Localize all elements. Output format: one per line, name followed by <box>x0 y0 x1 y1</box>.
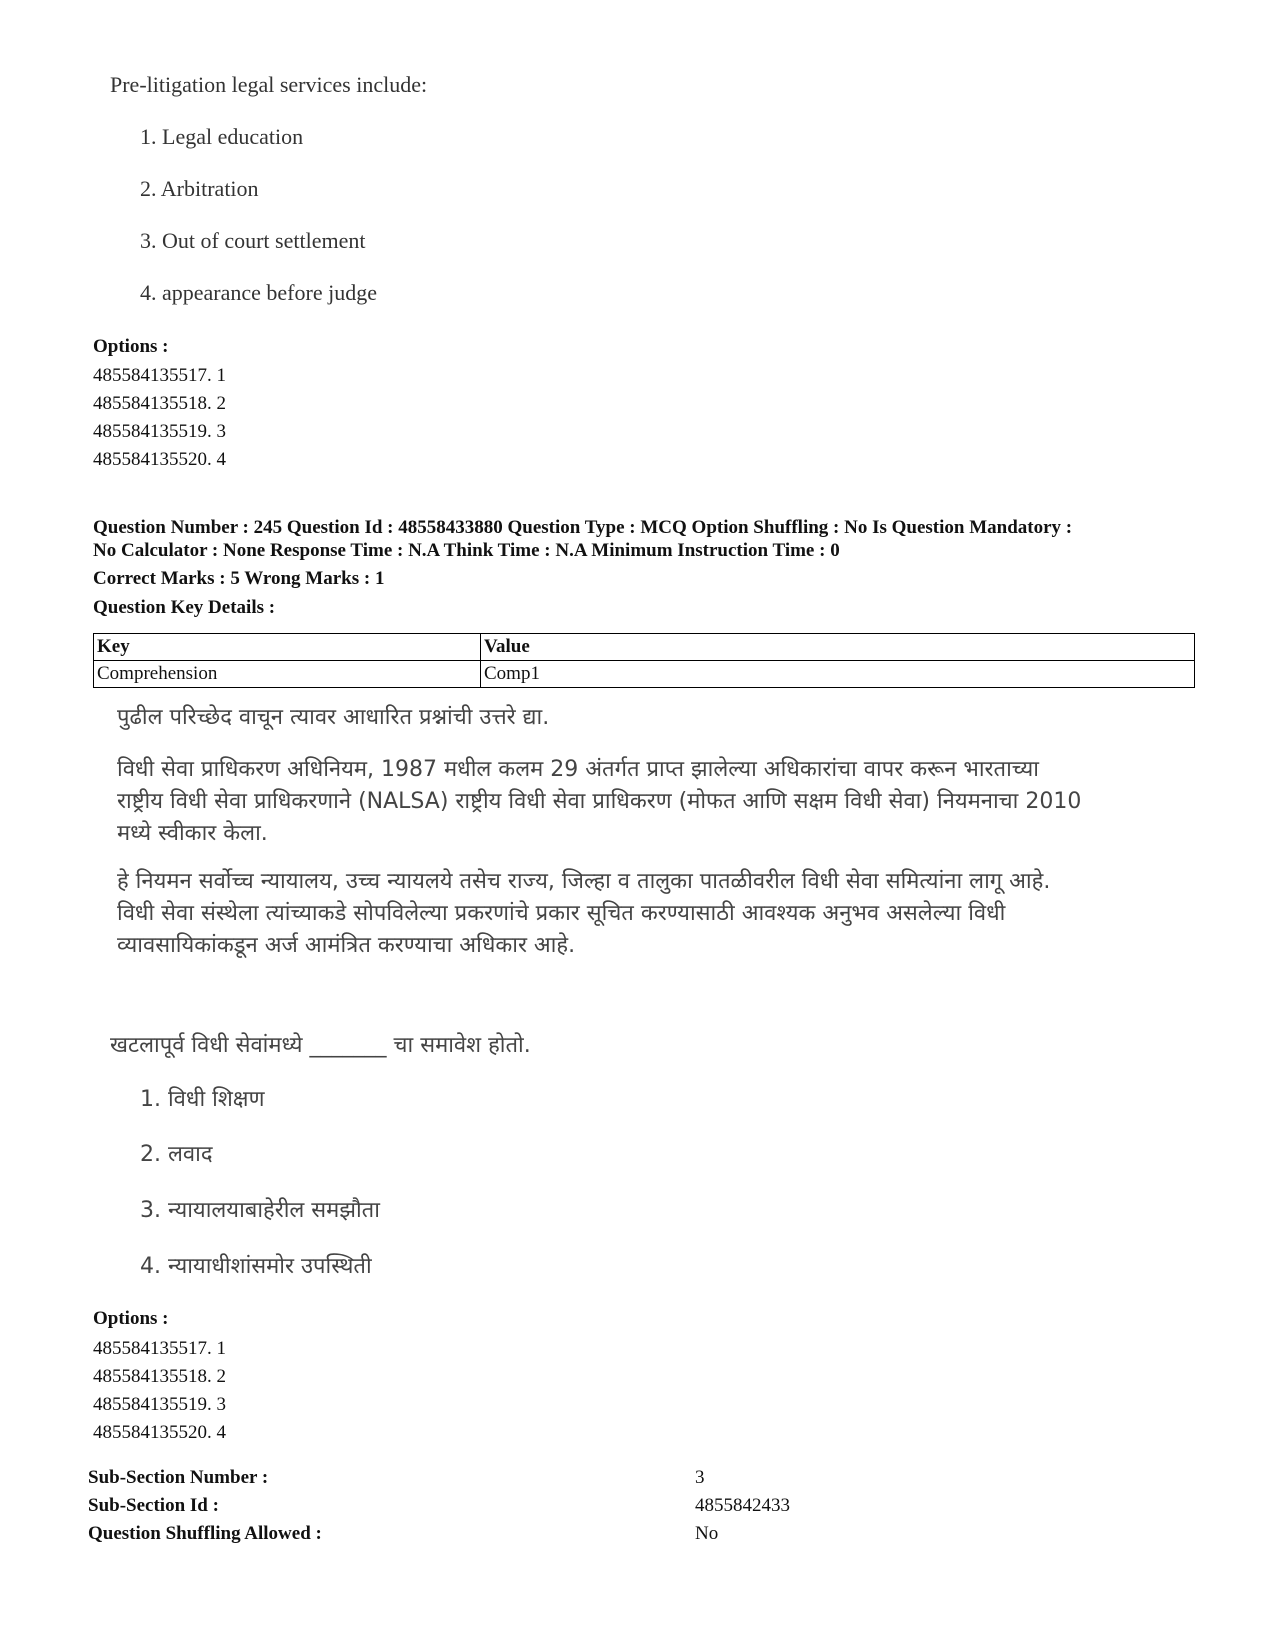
marathi-option-item: 1. विधी शिक्षण <box>140 1087 265 1112</box>
option-id: 485584135520. 4 <box>93 1422 226 1443</box>
options-label: Options : <box>93 1308 169 1329</box>
english-option-item: 4. appearance before judge <box>140 280 377 305</box>
english-option-item: 1. Legal education <box>140 124 304 149</box>
table-header-row <box>94 634 1195 661</box>
question-shuffling-label: Question Shuffling Allowed : <box>88 1523 322 1544</box>
options-label: Options : <box>93 336 169 357</box>
marathi-option-item: 2. लवाद <box>140 1142 213 1167</box>
subsection-number-value: 3 <box>695 1467 705 1488</box>
option-id: 485584135520. 4 <box>93 449 226 470</box>
option-id: 485584135518. 2 <box>93 393 226 414</box>
marathi-option-item: 3. न्यायालयाबाहेरील समझौता <box>140 1198 380 1223</box>
question-shuffling-value: No <box>695 1523 719 1544</box>
marathi-para2-line: व्यावसायिकांकडून अर्ज आमंत्रित करण्याचा अधिकार आहे. <box>117 933 576 958</box>
marathi-para1-line: मध्ये स्वीकार केला. <box>117 821 268 846</box>
question-meta-line1: Question Number : 245 Question Id : 48558433880 Question Type : MCQ Option Shuffling : No Is Question Mandatory : <box>93 517 1073 538</box>
marathi-para1-line: विधी सेवा प्राधिकरण अधिनियम, 1987 मधील कलम 29 अंतर्गत प्राप्त झालेल्या अधिकारांचा वापर करून भारताच्या <box>117 757 1039 782</box>
marathi-para2-line: हे नियमन सर्वोच्च न्यायालय, उच्च न्यायलये तसेच राज्य, जिल्हा व तालुका पातळीवरील विधी सेवा समित्यांना लागू आहे. <box>117 869 1051 894</box>
option-id: 485584135518. 2 <box>93 1366 226 1387</box>
question-key-table <box>93 633 1195 688</box>
option-id: 485584135519. 3 <box>93 1394 226 1415</box>
marathi-option-item: 4. न्यायाधीशांसमोर उपस्थिती <box>140 1254 372 1279</box>
table-cell-key: Comprehension <box>94 661 481 688</box>
marathi-question: खटलापूर्व विधी सेवांमध्ये _______ चा समावेश होतो. <box>110 1033 531 1058</box>
marathi-para2-line: विधी सेवा संस्थेला त्यांच्याकडे सोपविलेल्या प्रकरणांचे प्रकार सूचित करण्यासाठी आवश्यक अनुभव असलेल्या विधी <box>117 901 1006 926</box>
option-id: 485584135517. 1 <box>93 1338 226 1359</box>
option-id: 485584135519. 3 <box>93 421 226 442</box>
subsection-id-value: 4855842433 <box>695 1495 790 1516</box>
subsection-id-label: Sub-Section Id : <box>88 1495 219 1516</box>
question-meta-line2: No Calculator : None Response Time : N.A Think Time : N.A Minimum Instruction Time : 0 <box>93 540 840 561</box>
english-option-item: 2. Arbitration <box>140 176 259 201</box>
subsection-number-label: Sub-Section Number : <box>88 1467 269 1488</box>
table-cell-value: Comp1 <box>481 661 1195 688</box>
english-question-title: Pre-litigation legal services include: <box>110 72 428 97</box>
table-row <box>94 661 1195 688</box>
table-header-value: Value <box>481 634 1195 661</box>
question-marks: Correct Marks : 5 Wrong Marks : 1 <box>93 568 385 589</box>
english-option-item: 3. Out of court settlement <box>140 228 366 253</box>
option-id: 485584135517. 1 <box>93 365 226 386</box>
table-header-key: Key <box>94 634 481 661</box>
question-key-details-label: Question Key Details : <box>93 597 276 618</box>
marathi-instruction: पुढील परिच्छेद वाचून त्यावर आधारित प्रश्नांची उत्तरे द्या. <box>117 705 550 730</box>
marathi-para1-line: राष्ट्रीय विधी सेवा प्राधिकरणाने (NALSA) राष्ट्रीय विधी सेवा प्राधिकरण (मोफत आणि सक्षम विधी सेवा) नियमनाचा 2010 <box>117 789 1082 814</box>
